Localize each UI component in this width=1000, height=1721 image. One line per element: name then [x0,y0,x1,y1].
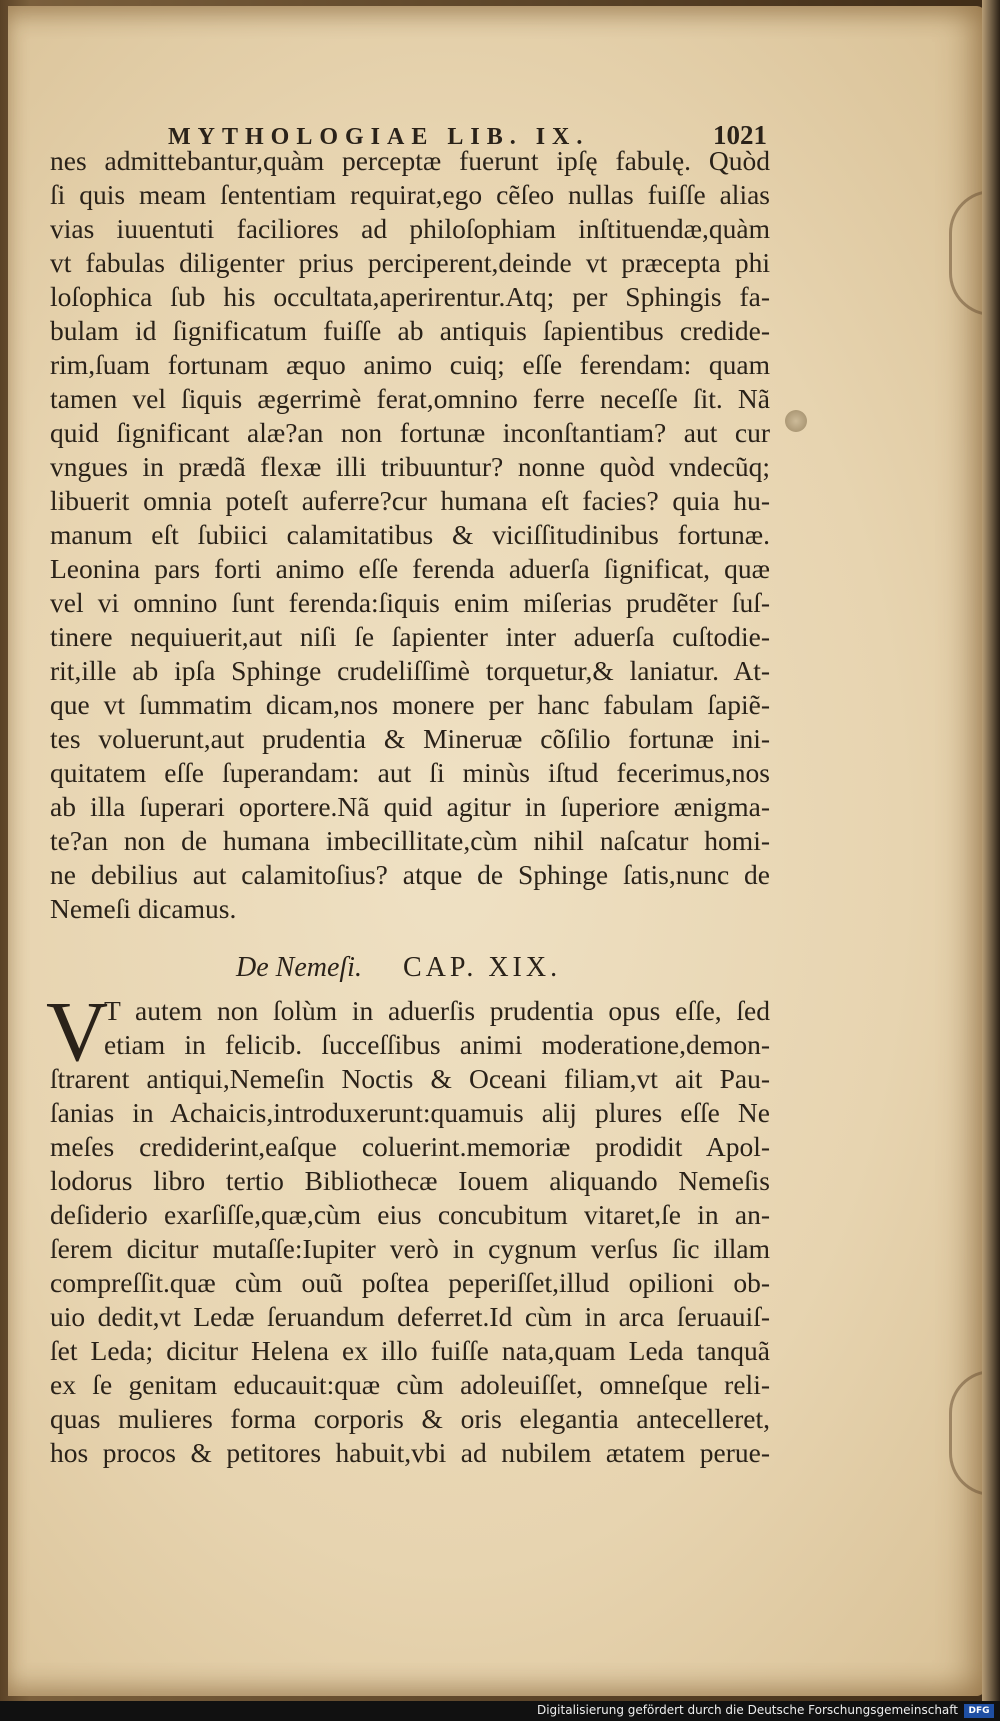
text-line: ne debilius aut calamitoſius? atque de Sphinge ſatis,nunc de [50,859,770,890]
text-line: tamen vel ſiquis ægerrimè ferat,omnino ferre neceſſe ſit. Nã [50,383,770,414]
text-line: vt fabulas diligenter prius perciperent,deinde vt præcepta phi [50,247,770,278]
text-line: compreſſit.quæ cùm ouũ poſtea peperiſſet,illud opilioni ob- [50,1267,770,1298]
running-title: MYTHOLOGIAE LIB. IX. [168,124,590,150]
book-page [8,6,986,1696]
chapter-number: CAP. XIX. [402,952,562,983]
text-line: ſanias in Achaicis,introduxerunt:quamuis alij plures eſſe Ne [50,1097,770,1128]
chapter-title: De Nemeſi. [236,952,362,983]
text-line: nes admittebantur,quàm perceptæ fuerunt ipſę fabulę. Quòd [50,145,770,176]
text-line: que vt ſummatim dicam,nos monere per hanc fabulam ſapiẽ- [50,689,770,720]
text-line: quas mulieres forma corporis & oris elegantia antecelleret, [50,1403,770,1434]
text-line: rim,ſuam fortunam æquo animo cuiq; eſſe ferendam: quam [50,349,770,380]
text-line: vias iuuentuti faciliores ad philoſophiam inſtituendæ,quàm [50,213,770,244]
drop-capital: V [46,983,109,1079]
text-line: manum eſt ſubiici calamitatibus & viciſſitudinibus fortunæ. [50,519,770,550]
text-line: ſi quis meam ſententiam requirat,ego cẽſeo nullas fuiſſe alias [50,179,770,210]
text-line: deſiderio exarſiſſe,quæ,cùm eius concubitum vitaret,ſe in an- [50,1199,770,1230]
text-line: quid ſignificant alæ?an non fortunæ inconſtantiam? aut cur [50,417,770,448]
text-line: ſtrarent antiqui,Nemeſin Noctis & Oceani filiam,vt ait Pau- [50,1063,770,1094]
text-line: etiam in felicib. ſucceſſibus animi moderatione,demon- [104,1029,770,1060]
text-line: rit,ille ab ipſa Sphinge crudeliſſimè torquetur,& laniatur. At- [50,655,770,686]
text-line: libuerit omnia poteſt auferre?cur humana eſt facies? quia hu- [50,485,770,516]
funding-credit: Digitalisierung gefördert durch die Deutsche Forschungsgemeinschaft [536,1703,958,1717]
text-line: lodorus libro tertio Bibliothecæ Iouem aliquando Nemeſis [50,1165,770,1196]
text-line: uio dedit,vt Ledæ ſeruandum deferret.Id cùm in arca ſeruauiſ- [50,1301,770,1332]
page-edge [982,0,1000,1721]
text-line: ſet Leda; dicitur Helena ex illo fuiſſe nata,quam Leda tanquã [50,1335,770,1366]
text-line: bulam id ſignificatum fuiſſe ab antiquis ſapientibus credide- [50,315,770,346]
text-line: hos procos & petitores habuit,vbi ad nubilem ætatem perue- [50,1437,770,1468]
text-line: te?an non de humana imbecillitate,cùm nihil naſcatur homi- [50,825,770,856]
chapter-heading [236,952,596,984]
text-line: tinere nequiuerit,aut niſi ſe ſapienter inter aduerſa cuſtodie- [50,621,770,652]
text-line: T autem non ſolùm in aduerſis prudentia opus eſſe, ſed [104,995,770,1026]
text-line: loſophica ſub his occultata,aperirentur.Atq; per Sphingis fa- [50,281,770,312]
page-number: 1021 [713,120,767,150]
text-line: vel vi omnino ſunt ferenda:ſiquis enim miſerias prudẽter ſuſ- [50,587,770,618]
text-line: ſerem dicitur mutaſſe:Iupiter verò in cygnum verſus ſic illam [50,1233,770,1264]
text-line: tes voluerunt,aut prudentia & Mineruæ cõſilio fortunæ ini- [50,723,770,754]
text-line: quitatem eſſe ſuperandam: aut ſi minùs iſtud fecerimus,nos [50,757,770,788]
text-line: ab illa ſuperari oportere.Nã quid agitur in ſuperiore ænigma- [50,791,770,822]
paper-hole [785,410,807,432]
text-line: Leonina pars forti animo eſſe ferenda aduerſa ſignificat, quæ [50,553,770,584]
text-line: ex ſe genitam educauit:quæ cùm adoleuiſſet, omneſque reli- [50,1369,770,1400]
text-line: vngues in prædã flexæ illi tribuuntur? nonne quòd vndecũq; [50,451,770,482]
text-line: meſes crediderint,eaſque coluerint.memoriæ prodidit Apol- [50,1131,770,1162]
dfg-logo-icon: DFG [964,1704,994,1718]
text-line: Nemeſi dicamus. [50,893,237,924]
footer-bar [0,1701,1000,1721]
